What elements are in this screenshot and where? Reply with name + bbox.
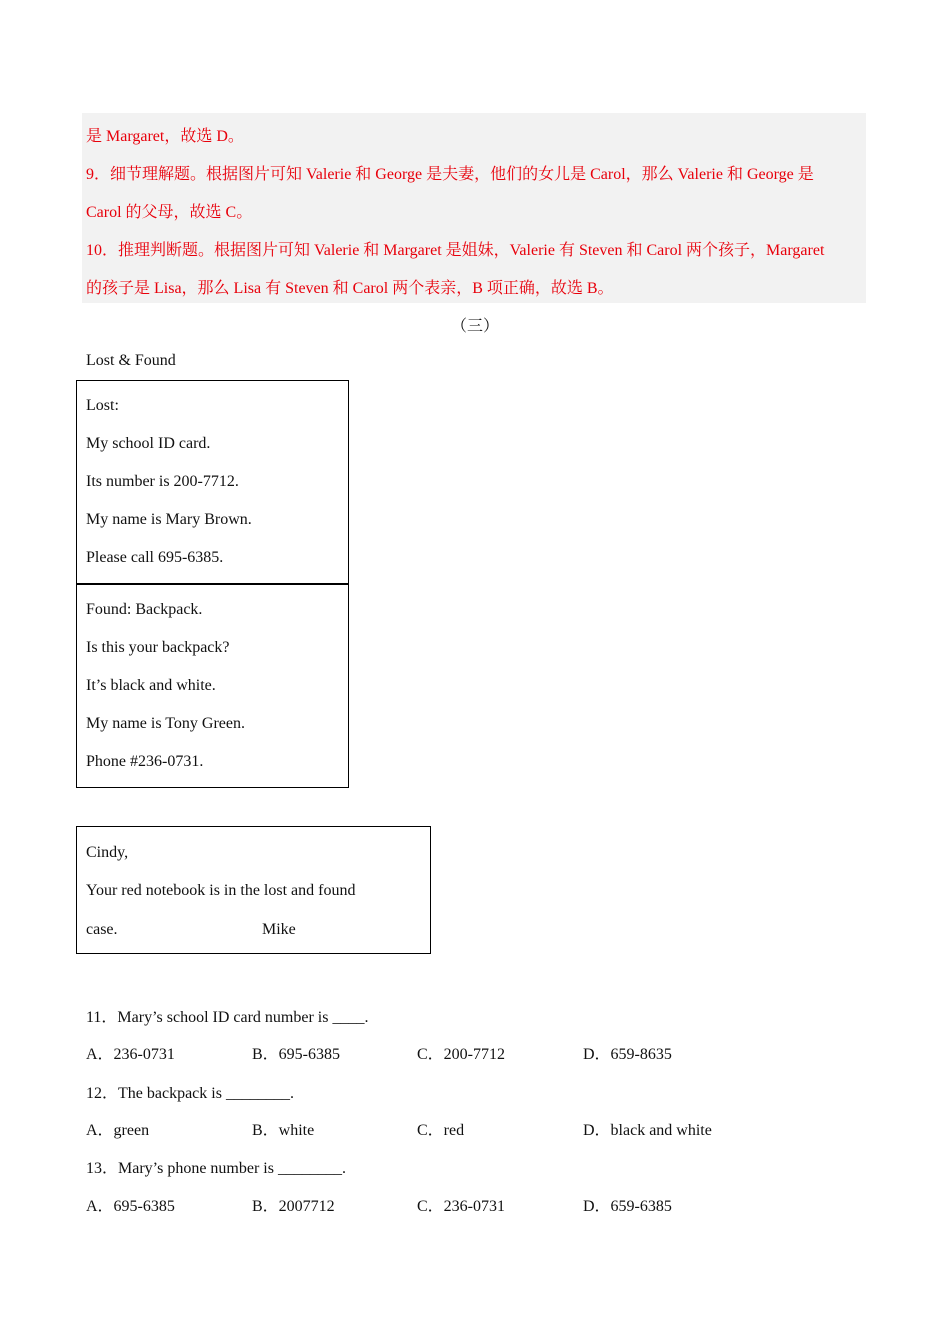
question-13-option-a: A．695-6385 xyxy=(86,1198,175,1215)
answer-line-4: 10．推理判断题。根据图片可知 Valerie 和 Margaret 是姐妹，Valerie 有 Steven 和 Carol 两个孩子，Margaret xyxy=(86,242,825,259)
question-12-option-c: C．red xyxy=(417,1122,465,1139)
question-13-option-c: C．236-0731 xyxy=(417,1198,506,1215)
found-line: Found: Backpack. xyxy=(86,601,203,618)
found-line: Is this your backpack? xyxy=(86,639,230,656)
lost-line: My name is Mary Brown. xyxy=(86,511,252,528)
found-line: My name is Tony Green. xyxy=(86,715,245,732)
question-stem-11: 11．Mary’s school ID card number is ____. xyxy=(86,1009,369,1026)
note-greeting: Cindy, xyxy=(86,844,129,861)
question-13-option-d: D．659-6385 xyxy=(583,1198,672,1215)
question-11-option-b: B．695-6385 xyxy=(252,1046,341,1063)
question-12-option-a: A．green xyxy=(86,1122,150,1139)
question-11-option-d: D．659-8635 xyxy=(583,1046,672,1063)
question-12-option-b: B．white xyxy=(252,1122,315,1139)
answer-line-2: 9．细节理解题。根据图片可知 Valerie 和 George 是夫妻，他们的女儿是 Carol，那么 Valerie 和 George 是 xyxy=(86,166,814,183)
question-11-option-a: A．236-0731 xyxy=(86,1046,175,1063)
note-body-end: case. xyxy=(86,921,118,938)
lost-line: Lost: xyxy=(86,397,119,414)
question-stem-12: 12．The backpack is ________. xyxy=(86,1085,294,1102)
answer-line-3: Carol 的父母，故选 C。 xyxy=(86,204,253,221)
passage-heading: Lost & Found xyxy=(86,352,176,369)
section-title: （三） xyxy=(450,318,499,335)
found-line: It’s black and white. xyxy=(86,677,216,694)
question-12-option-d: D．black and white xyxy=(583,1122,712,1139)
note-signature: Mike xyxy=(262,921,296,938)
question-13-option-b: B．2007712 xyxy=(252,1198,335,1215)
lost-line: Its number is 200-7712. xyxy=(86,473,239,490)
lost-line: My school ID card. xyxy=(86,435,211,452)
note-body: Your red notebook is in the lost and found xyxy=(86,882,356,899)
lost-line: Please call 695-6385. xyxy=(86,549,224,566)
answer-line-5: 的孩子是 Lisa，那么 Lisa 有 Steven 和 Carol 两个表亲，B 项正确，故选 B。 xyxy=(86,280,614,297)
question-11-option-c: C．200-7712 xyxy=(417,1046,506,1063)
answer-line-1: 是 Margaret，故选 D。 xyxy=(86,128,244,145)
question-stem-13: 13．Mary’s phone number is ________. xyxy=(86,1160,346,1177)
found-line: Phone #236-0731. xyxy=(86,753,204,770)
